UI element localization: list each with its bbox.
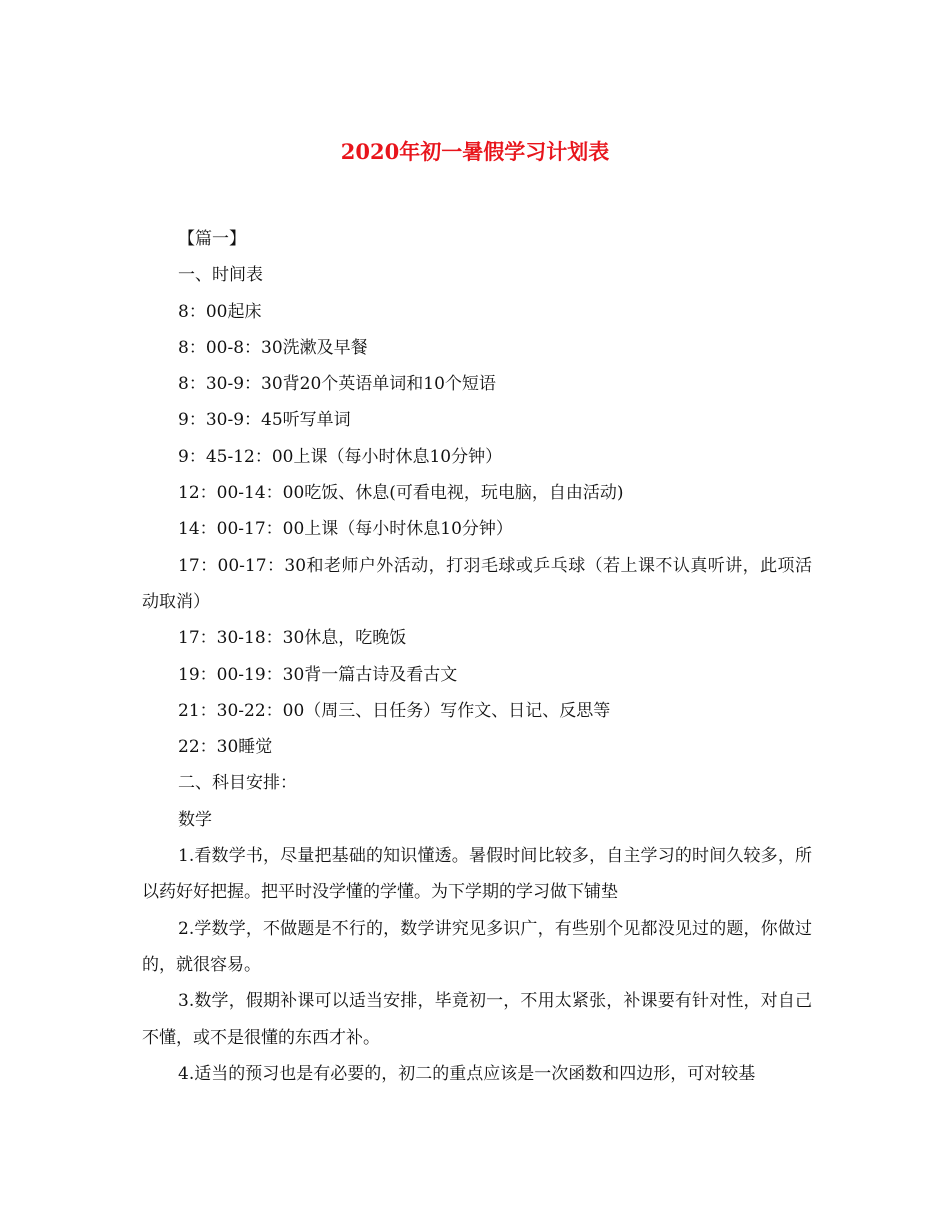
section-heading-subjects: 二、科目安排： [178, 773, 297, 794]
schedule-item: 19：00-19：30背一篇古诗及看古文 [178, 664, 458, 685]
schedule-item: 12：00-14：00吃饭、休息(可看电视，玩电脑，自由活动) [178, 483, 624, 504]
section-heading-schedule: 一、时间表 [178, 265, 263, 286]
schedule-item: 21：30-22：00（周三、日任务）写作文、日记、反思等 [178, 700, 611, 721]
document-body [142, 221, 812, 1092]
schedule-item: 8：00-8：30洗漱及早餐 [178, 337, 368, 358]
schedule-item: 8：30-9：30背20个英语单词和10个短语 [178, 374, 496, 395]
subject-heading-math: 数学 [178, 809, 212, 830]
schedule-item: 17：30-18：30休息，吃晚饭 [178, 628, 407, 649]
math-tip-paragraph: 4.适当的预习也是有必要的，初二的重点应该是一次函数和四边形，可对较基 [178, 1063, 756, 1084]
document-title: 2020年初一暑假学习计划表 [340, 139, 610, 164]
schedule-item: 9：45-12：00上课（每小时休息10分钟） [178, 446, 503, 467]
schedule-item: 9：30-9：45听写单词 [178, 410, 351, 431]
math-tip-paragraph: 1.看数学书，尽量把基础的知识懂透。暑假时间比较多，自主学习的时间久较多，所以药好好把握。把平时没学懂的学懂。为下学期的学习做下铺垫 [142, 846, 812, 903]
math-tip-paragraph: 3.数学，假期补课可以适当安排，毕竟初一，不用太紧张，补课要有针对性，对自己不懂，或不是很懂的东西才补。 [142, 991, 812, 1048]
section-heading-part-one: 【篇一】 [178, 229, 246, 249]
schedule-item-wrapped: 17：00-17：30和老师户外活动，打羽毛球或乒乓球（若上课不认真听讲，此项活动取消） [142, 555, 812, 612]
math-tip-paragraph: 2.学数学，不做题是不行的，数学讲究见多识广，有些别个见都没见过的题，你做过的，就很容易。 [142, 918, 812, 975]
schedule-item: 14：00-17：00上课（每小时休息10分钟） [178, 519, 513, 540]
schedule-item: 8：00起床 [178, 301, 262, 322]
schedule-item: 22：30睡觉 [178, 737, 273, 758]
